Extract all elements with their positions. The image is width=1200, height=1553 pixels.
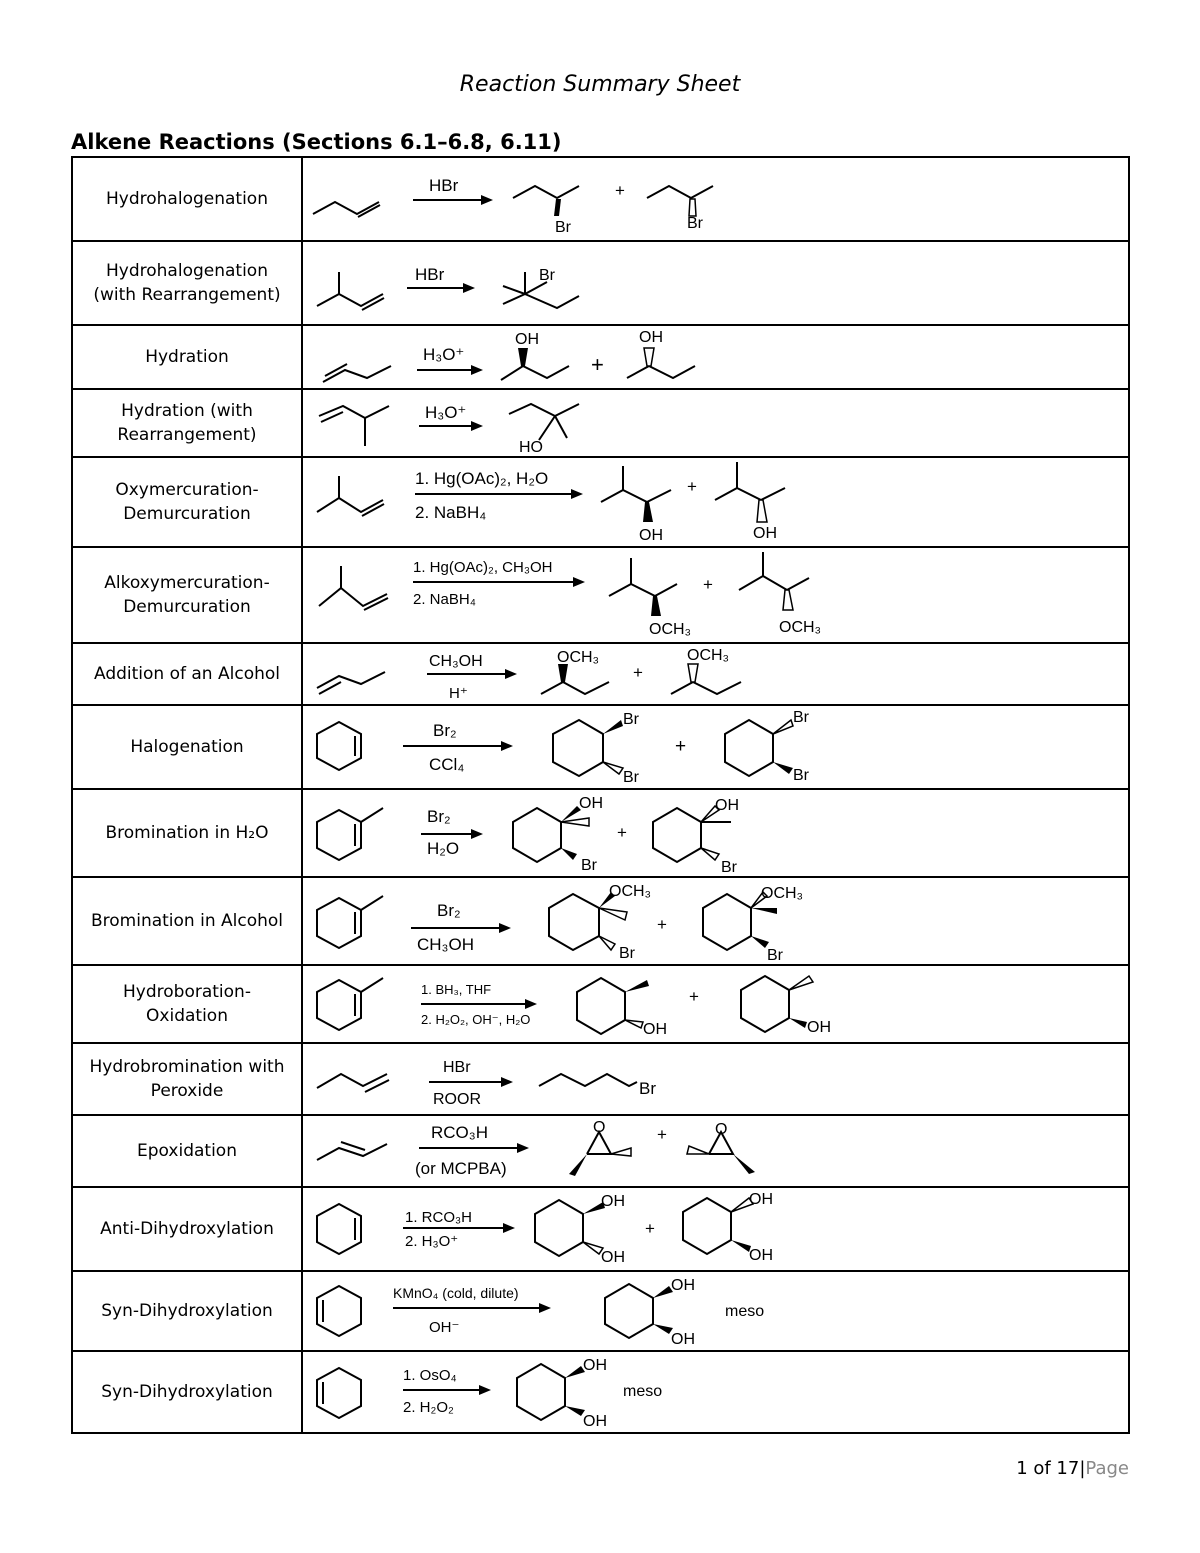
product-label: Br [623, 711, 639, 728]
reaction-name: Addition of an Alcohol [72, 643, 302, 705]
page-word: Page [1085, 1458, 1129, 1479]
product-label: OH [579, 795, 603, 812]
svg-text:+: + [687, 477, 697, 496]
reaction-scheme [302, 643, 1129, 705]
reaction-scheme [302, 1187, 1129, 1271]
product-label: OCH₃ [609, 883, 652, 900]
reaction-name: Hydration [72, 325, 302, 389]
reaction-name: Epoxidation [72, 1115, 302, 1187]
product-label: OH [671, 1277, 695, 1294]
product-label: OCH₃ [761, 885, 804, 902]
product-label: Br [767, 947, 783, 964]
reaction-scheme [302, 241, 1129, 325]
product-label: OH [671, 1331, 695, 1348]
reagent-top: Br₂ [433, 721, 457, 740]
reagent-top: HBr [429, 176, 459, 195]
reaction-row [72, 877, 1129, 965]
reaction-row [72, 965, 1129, 1043]
product-label: Br [619, 945, 635, 962]
reaction-scheme [302, 705, 1129, 789]
svg-text:+: + [633, 663, 643, 682]
reaction-scheme-drawing [303, 644, 1128, 704]
reaction-scheme [302, 325, 1129, 389]
reaction-row [72, 643, 1129, 705]
product-label: OCH₃ [779, 619, 822, 636]
svg-text:+: + [689, 987, 699, 1006]
product-label: OH [639, 527, 663, 544]
product-label: OH [749, 1247, 773, 1264]
product-label: Br [639, 1079, 656, 1098]
svg-text:+: + [703, 575, 713, 594]
reaction-name: Syn-Dihydroxylation [72, 1351, 302, 1433]
reagent-bottom: CH₃OH [417, 935, 474, 954]
reaction-scheme-drawing [303, 706, 1128, 788]
reaction-scheme [302, 457, 1129, 547]
reaction-name: Hydrobromination with Peroxide [72, 1043, 302, 1115]
reagent-top: H₃O⁺ [423, 345, 465, 364]
product-label: O [715, 1121, 728, 1138]
reagent-bottom: CCl₄ [429, 755, 465, 774]
reagent-bottom: 2. H₂O₂, OH⁻, H₂O [421, 1012, 531, 1027]
product-label: Br [793, 709, 809, 726]
reaction-name: Hydroboration- Oxidation [72, 965, 302, 1043]
reagent-bottom: 2. H₂O₂ [403, 1399, 454, 1416]
product-label: OH [601, 1193, 625, 1210]
reagent-top: 1. BH₃, THF [421, 982, 492, 997]
reagent-top: Br₂ [437, 901, 461, 920]
product-label: OCH₃ [649, 621, 692, 638]
footer-separator: | [1079, 1458, 1086, 1479]
product-label: Br [623, 769, 639, 786]
reaction-row [72, 1351, 1129, 1433]
product-label: OH [583, 1357, 607, 1374]
reaction-scheme [302, 1115, 1129, 1187]
reaction-name: Alkoxymercuration- Demurcuration [72, 547, 302, 643]
reagent-top: RCO₃H [431, 1123, 488, 1142]
product-label: OH [753, 525, 777, 542]
product-label: OH [807, 1019, 831, 1036]
reagent-top: 1. RCO₃H [405, 1209, 472, 1226]
reaction-row [72, 547, 1129, 643]
reaction-name: Syn-Dihydroxylation [72, 1271, 302, 1351]
reaction-name: Bromination in H₂O [72, 789, 302, 877]
reaction-scheme-drawing [303, 1044, 1128, 1114]
reaction-name: Bromination in Alcohol [72, 877, 302, 965]
reaction-row [72, 325, 1129, 389]
reaction-scheme-drawing [303, 1116, 1128, 1186]
reaction-scheme [302, 389, 1129, 457]
svg-text:+: + [645, 1219, 655, 1238]
reagent-top: Br₂ [427, 807, 451, 826]
reaction-scheme [302, 1271, 1129, 1351]
reaction-scheme-drawing [303, 1188, 1128, 1270]
reaction-row [72, 1187, 1129, 1271]
reagent-top: HBr [443, 1059, 471, 1076]
reaction-name: Hydration (with Rearrangement) [72, 389, 302, 457]
reagent-bottom: 2. H₃O⁺ [405, 1233, 459, 1250]
reagent-top: KMnO₄ (cold, dilute) [393, 1285, 519, 1301]
reaction-row [72, 1115, 1129, 1187]
reagent-bottom: (or MCPBA) [415, 1159, 507, 1178]
reaction-name: Hydrohalogenation (with Rearrangement) [72, 241, 302, 325]
product-note: meso [725, 1303, 765, 1320]
product-label: OH [715, 797, 739, 814]
reaction-scheme-drawing [303, 790, 1128, 876]
reaction-scheme-drawing [303, 878, 1128, 964]
reagent-top: HBr [415, 265, 445, 284]
product-label: Br [793, 767, 809, 784]
product-label: Br [687, 215, 703, 232]
product-label: O [593, 1119, 606, 1136]
product-note: meso [623, 1383, 663, 1400]
reagent-top: 1. Hg(OAc)₂, CH₃OH [413, 559, 553, 576]
product-label: Br [539, 267, 555, 284]
svg-text:+: + [675, 736, 687, 757]
product-label: OCH₃ [687, 647, 730, 664]
page-number: 1 of 17 [1016, 1458, 1080, 1479]
product-label: OH [639, 329, 663, 346]
product-label: OH [515, 331, 539, 348]
product-label: HO [519, 439, 543, 456]
reagent-bottom: H⁺ [449, 685, 468, 702]
product-label: OH [601, 1249, 625, 1266]
page-footer [1016, 1458, 1129, 1479]
reaction-scheme-drawing [303, 326, 1128, 388]
reaction-scheme [302, 547, 1129, 643]
reaction-scheme [302, 965, 1129, 1043]
reaction-scheme-drawing [303, 158, 1128, 240]
reagent-top: CH₃OH [429, 653, 483, 670]
reaction-scheme-drawing [303, 966, 1128, 1042]
reaction-row [72, 457, 1129, 547]
reaction-scheme [302, 877, 1129, 965]
reaction-name: Halogenation [72, 705, 302, 789]
svg-text:+: + [657, 915, 667, 934]
reaction-table [71, 156, 1130, 1434]
reaction-row [72, 1271, 1129, 1351]
reaction-scheme-drawing [303, 1352, 1128, 1432]
product-label: Br [581, 857, 597, 874]
reaction-row [72, 789, 1129, 877]
reaction-name: Hydrohalogenation [72, 157, 302, 241]
reaction-scheme-drawing [303, 1272, 1128, 1350]
reaction-row [72, 389, 1129, 457]
reaction-name: Anti-Dihydroxylation [72, 1187, 302, 1271]
reagent-bottom: ROOR [433, 1091, 481, 1108]
product-label: OCH₃ [557, 649, 600, 666]
reaction-scheme-drawing [303, 458, 1128, 546]
reaction-row [72, 1043, 1129, 1115]
reagent-bottom: 2. NaBH₄ [413, 591, 476, 608]
reagent-bottom: H₂O [427, 839, 460, 858]
reaction-row [72, 157, 1129, 241]
svg-text:+: + [657, 1125, 667, 1144]
reagent-top: 1. OsO₄ [403, 1367, 457, 1384]
reaction-scheme [302, 1043, 1129, 1115]
reagent-bottom: OH⁻ [429, 1319, 460, 1336]
reaction-scheme-drawing [303, 242, 1128, 324]
svg-text:+: + [591, 352, 604, 377]
svg-text:+: + [615, 181, 625, 200]
reaction-scheme-drawing [303, 390, 1128, 456]
reagent-top: H₃O⁺ [425, 403, 467, 422]
reaction-scheme [302, 157, 1129, 241]
reaction-row [72, 241, 1129, 325]
reaction-row [72, 705, 1129, 789]
section-heading: Alkene Reactions (Sections 6.1–6.8, 6.11) [71, 130, 562, 154]
product-label: OH [583, 1413, 607, 1430]
product-label: OH [749, 1191, 773, 1208]
reaction-scheme-drawing [303, 548, 1128, 642]
reaction-scheme [302, 789, 1129, 877]
svg-text:+: + [617, 823, 627, 842]
reagent-bottom: 2. NaBH₄ [415, 503, 487, 522]
product-label: OH [643, 1021, 667, 1038]
reagent-top: 1. Hg(OAc)₂, H₂O [415, 469, 549, 488]
document-title: Reaction Summary Sheet [459, 72, 741, 97]
reaction-scheme [302, 1351, 1129, 1433]
reaction-name: Oxymercuration- Demurcuration [72, 457, 302, 547]
product-label: Br [555, 219, 571, 236]
product-label: Br [721, 859, 737, 876]
